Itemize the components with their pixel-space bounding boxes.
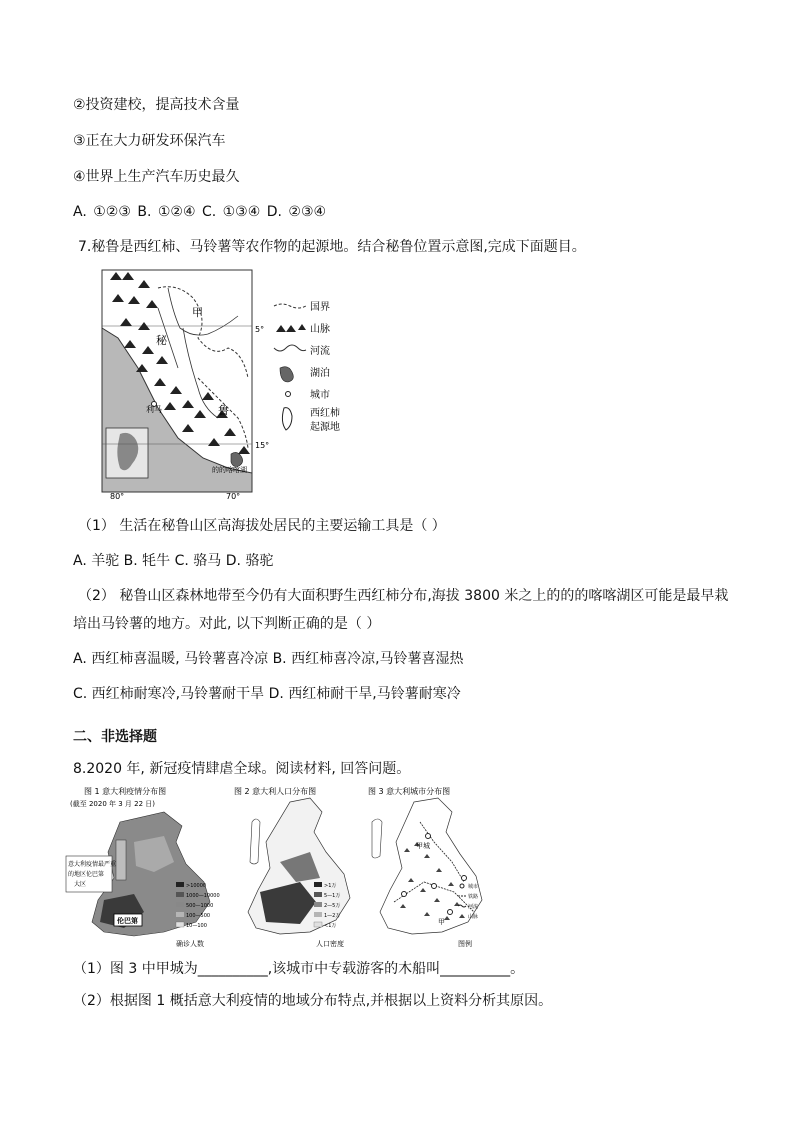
label-mi: 秘: [156, 334, 167, 347]
italy-city-map: [364, 782, 494, 952]
fig2-legend-2: 2—5万: [324, 903, 341, 909]
q7-sub2-line1: （2） 秘鲁山区森林地带至今仍有大面积野生西红柿分布,海拔 3800 米之上的的的喀喀湖区可能是最早栽: [78, 588, 729, 604]
fig1-legend-3: 100—500: [186, 913, 211, 919]
answer-choices: A. ①②③ B. ①②④ C. ①③④ D. ②③④: [73, 204, 327, 220]
question-7-stem: 7.秘鲁是西红柿、马铃薯等农作物的起源地。结合秘鲁位置示意图,完成下面题目。: [78, 239, 586, 255]
legend-river: 河流: [310, 346, 330, 357]
q7-sub2-options-cd: C. 西红柿耐寒冷,马铃薯耐干旱 D. 西红柿耐干旱,马铃薯耐寒冷: [73, 686, 461, 702]
map-legend: [274, 301, 340, 433]
q8-sub2: （2）根据图 1 概括意大利疫情的地域分布特点,并根据以上资料分析其原因。: [73, 993, 553, 1009]
fig2-legend-1: 5—1万: [324, 893, 341, 899]
section-2-title: 二、非选择题: [73, 729, 157, 745]
italy-population-map: [230, 782, 360, 952]
q7-sub2-line2: 培出马铃薯的地方。对此, 以下判断正确的是（ ）: [73, 616, 381, 632]
fig3-jia: 甲: [438, 918, 445, 926]
question-8-stem: 8.2020 年, 新冠疫情肆虐全球。阅读材料, 回答问题。: [73, 761, 411, 777]
q7-sub2-options-ab: A. 西红柿喜温暖, 马铃薯喜冷凉 B. 西红柿喜冷凉,马铃薯喜湿热: [73, 651, 464, 667]
fig2-legend-4: <1万: [324, 923, 337, 929]
fig2-title: 图 2 意大利人口分布图: [234, 787, 317, 796]
legend-lake: 湖泊: [310, 368, 330, 379]
fig2-legend-3: 1—2万: [324, 913, 341, 919]
q7-sub1: （1） 生活在秘鲁山区高海拔处居民的主要运输工具是（ ）: [78, 518, 446, 534]
fig3-legend-3: 山脉: [468, 914, 479, 920]
q7-sub1-options: A. 羊驼 B. 牦牛 C. 骆马 D. 骆驼: [73, 553, 274, 569]
legend-border: 国界: [310, 302, 330, 313]
fig1-legend-2: 500—1000: [186, 903, 214, 909]
option-4: ④世界上生产汽车历史最久: [73, 169, 240, 185]
fig1-legend-1: 1000—10000: [186, 893, 220, 899]
fig1-legend-0: >10000: [186, 883, 207, 889]
fig1-callout-1: 意大利疫情最严重: [68, 861, 117, 868]
fig2-legend-0: >1万: [324, 883, 337, 889]
peru-location-map: [98, 268, 360, 500]
fig3-legend-2: 河流: [468, 904, 479, 910]
fig1-title: 图 1 意大利疫情分布图: [84, 787, 167, 796]
fig3-city-label: 甲城: [416, 842, 430, 850]
label-lon-80: 80°: [110, 492, 125, 500]
option-3: ③正在大力研发环保汽车: [73, 133, 226, 149]
label-lon-70: 70°: [226, 492, 241, 500]
fig1-legend-title: 确诊人数: [176, 940, 204, 948]
legend-tomato-1: 西红柿: [310, 408, 340, 419]
label-lat-5: 5°: [255, 325, 265, 334]
label-jia: 甲: [192, 306, 203, 319]
italy-epidemic-map: [64, 782, 224, 952]
label-lu: 鲁: [218, 404, 229, 417]
legend-tomato-2: 起源地: [310, 422, 340, 433]
fig1-legend-4: 10—100: [186, 923, 207, 929]
fig3-title: 图 3 意大利城市分布图: [368, 787, 451, 796]
fig1-callout-3: 大区: [74, 881, 87, 888]
fig1-subtitle: (截至 2020 年 3 月 22 日): [70, 800, 155, 808]
q8-sub1: （1）图 3 中甲城为__________,该城市中专载游客的木船叫__________。: [73, 961, 525, 977]
label-lat-15: 15°: [255, 441, 270, 450]
option-2: ②投资建校，提高技术含量: [73, 97, 240, 113]
fig3-legend-1: 铁路: [468, 894, 479, 900]
fig3-legend-title: 图例: [458, 940, 472, 948]
fig2-legend-title: 人口密度: [316, 940, 344, 948]
label-lima: 利马: [146, 405, 162, 414]
fig3-legend-0: 城市: [468, 884, 479, 890]
legend-city: 城市: [310, 390, 330, 401]
label-titicaca: 的的喀喀湖: [212, 466, 247, 474]
legend-mountain: 山脉: [310, 324, 330, 335]
fig1-highlight: 伦巴第: [117, 917, 138, 925]
fig1-callout-2: 的地区伦巴第: [68, 871, 105, 878]
